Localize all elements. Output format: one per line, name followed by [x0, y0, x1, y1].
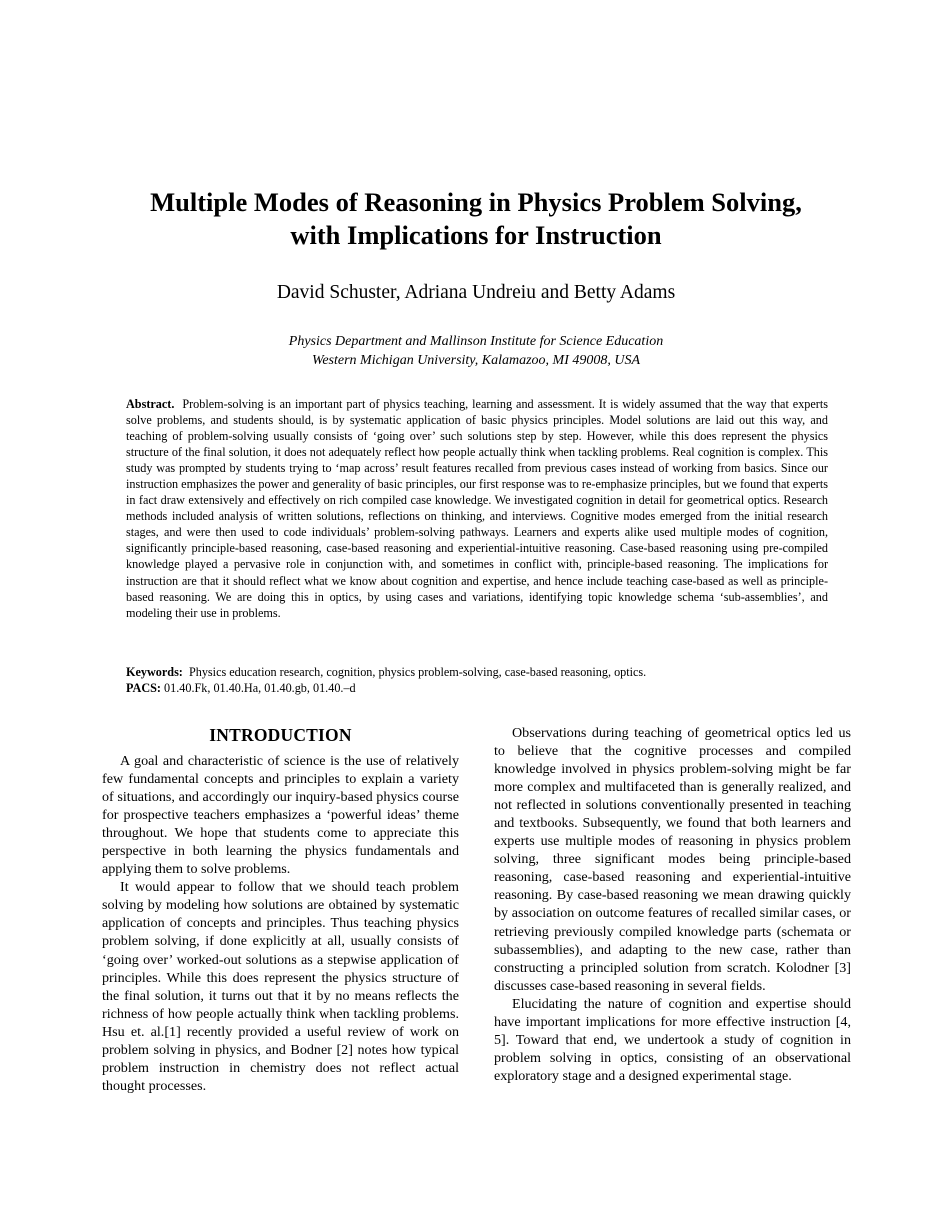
paper-title [0, 186, 952, 252]
keywords-text: Physics education research, cognition, physics problem-solving, case-based reasoning, optics. [188, 665, 647, 679]
pacs-line [126, 680, 828, 696]
intro-paragraph-2: It would appear to follow that we should teach problem solving by modeling how solutions are obtained by systematic application of concepts and principles. Thus teaching physics problem solving, if done explicitly at all, usually consists of ‘going over’ worked-out solutions as a stepwise application of principles. While this does represent the physics structure of the final solution, it turns out that it by no means reflects the richness of how people actually think when tackling problems. Hsu et. al.[1] recently provided a useful review of work on problem solving in physics, and Bodner [2] notes how typical problem instruction in chemistry does not reflect actual thought processes. [102, 879, 459, 1094]
left-column [102, 724, 459, 1095]
keywords-block [126, 664, 828, 696]
affiliation-line-1: Physics Department and Mallinson Institute for Science Education [288, 334, 664, 349]
introduction-heading: INTRODUCTION [209, 725, 352, 745]
right-paragraph-1: Observations during teaching of geometrical optics led us to believe that the cognitive processes and compiled knowledge involved in physics problem-solving might be far more complex and multifaceted than is generally realized, and not reflected in solutions conventionally presented in teaching and textbooks. Subsequently, we found that both learners and experts use multiple modes of reasoning in physics problem solving, three significant modes being principle-based reasoning, case-based reasoning and experiential-intuitive reasoning. By case-based reasoning we mean drawing quickly by association on outcome features of recalled similar cases, or retrieving previously compiled knowledge parts (schemata or subassemblies), and adapting to the new case, rather than constructing a principled solution from scratch. Kolodner [3] discusses case-based reasoning in several fields. [494, 725, 851, 994]
keywords-line [126, 664, 828, 680]
pacs-label: PACS: [126, 681, 161, 695]
author-list: David Schuster, Adriana Undreiu and Betty Adams [276, 282, 676, 303]
abstract [126, 396, 828, 621]
intro-paragraph-1: A goal and characteristic of science is the use of relatively few fundamental concepts and principles to explain a variety of situations, and accordingly our inquiry-based physics course for prospective teachers emphasizes a ‘powerful ideas’ theme throughout. We hope that students come to appreciate this perspective in both learning the physics fundamentals and applying them to solve problems. [102, 753, 459, 878]
abstract-text: Problem-solving is an important part of physics teaching, learning and assessment. It is widely assumed that the way that experts solve problems, and students should, is by systematic application of basic physics principles. Model solutions are laid out this way, and teaching of problem-solving usually consists of ‘going over’ such solutions step by step. However, while this does represent the physics structure of the final solution, it does not adequately reflect how people actually think when tackling problems. Real cognition is complex. This study was prompted by students trying to ‘map across’ result features recalled from previous cases instead of working from basics. Since our instruction emphasizes the power and generality of basic principles, our first response was to re-emphasize principles, but we found that experts in fact draw extensively and effectively on rich compiled case knowledge. We investigated cognition in detail for geometrical optics. Research methods included analysis of written solutions, reflections on thinking, and interviews. Cognitive modes emerged from the initial research stages, and were then used to code individuals’ problem-solving pathways. Learners and experts alike used multiple modes of cognition, significantly principle-based reasoning, case-based reasoning and experiential-intuitive reasoning. Case-based reasoning using pre-compiled knowledge played a pervasive role in conjunction with, and sometimes in conflict with, principle-based reasoning. The implications for instruction are that it should reflect what we know about cognition and expertise, and hence include teaching case-based as well as principle-based reasoning. We are doing this in optics, by using cases and variations, identifying topic knowledge schema ‘sub-assemblies’, and modeling their use in problems. [126, 397, 828, 620]
abstract-label: Abstract. [126, 397, 175, 411]
right-paragraph-2: Elucidating the nature of cognition and expertise should have important implications for more effective instruction [4, 5]. Toward that end, we undertook a study of cognition in problem solving in optics, consisting of an observational exploratory stage and a designed experimental stage. [494, 995, 851, 1084]
affiliation-line-2: Western Michigan University, Kalamazoo, MI 49008, USA [311, 353, 641, 368]
title-line-1: Multiple Modes of Reasoning in Physics Problem Solving, [150, 187, 802, 217]
affiliation [0, 332, 952, 370]
title-line-2: with Implications for Instruction [290, 220, 662, 250]
right-column [494, 724, 851, 1085]
keywords-label: Keywords: [126, 665, 183, 679]
pacs-text: 01.40.Fk, 01.40.Ha, 01.40.gb, 01.40.–d [164, 681, 356, 695]
